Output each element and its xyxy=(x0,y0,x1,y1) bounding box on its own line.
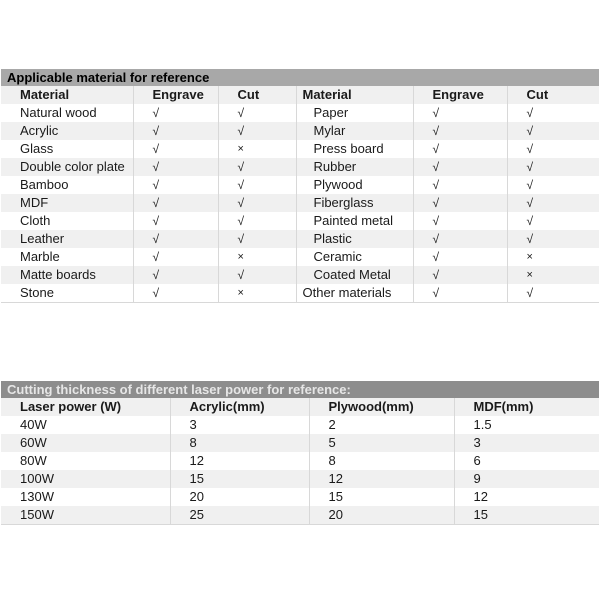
cut-mark: × xyxy=(218,284,296,303)
material-name: Paper xyxy=(296,104,413,122)
engrave-mark: √ xyxy=(133,266,218,284)
material-name: Other materials xyxy=(296,284,413,303)
cut-mark: √ xyxy=(507,176,599,194)
table-row xyxy=(1,506,599,525)
material-name: Ceramic xyxy=(296,248,413,266)
acrylic-cell: 3 xyxy=(170,416,309,434)
materials-table-block xyxy=(1,69,599,303)
material-name: Plywood xyxy=(296,176,413,194)
table-row xyxy=(1,434,599,452)
power-header-row xyxy=(1,398,599,416)
cut-mark: √ xyxy=(507,230,599,248)
material-name: Bamboo xyxy=(1,176,133,194)
material-name: Painted metal xyxy=(296,212,413,230)
plywood-cell: 20 xyxy=(309,506,454,525)
engrave-mark: √ xyxy=(133,248,218,266)
engrave-mark: √ xyxy=(133,230,218,248)
cut-mark: √ xyxy=(218,266,296,284)
mdf-cell: 3 xyxy=(454,434,599,452)
material-name: Stone xyxy=(1,284,133,303)
table-row xyxy=(1,452,599,470)
cut-mark: √ xyxy=(218,158,296,176)
acrylic-cell: 12 xyxy=(170,452,309,470)
acrylic-cell: 25 xyxy=(170,506,309,525)
laser-power-cell: 40W xyxy=(1,416,170,434)
cut-mark: √ xyxy=(507,212,599,230)
plywood-cell: 5 xyxy=(309,434,454,452)
header-engrave: Engrave xyxy=(133,86,218,104)
engrave-mark: √ xyxy=(413,212,507,230)
engrave-mark: √ xyxy=(413,230,507,248)
material-name: Double color plate xyxy=(1,158,133,176)
engrave-mark: √ xyxy=(413,158,507,176)
material-name: Cloth xyxy=(1,212,133,230)
laser-power-cell: 60W xyxy=(1,434,170,452)
material-name: Acrylic xyxy=(1,122,133,140)
material-name: Coated Metal xyxy=(296,266,413,284)
material-name: Marble xyxy=(1,248,133,266)
table-row xyxy=(1,158,599,176)
header-cut-2: Cut xyxy=(507,86,599,104)
engrave-mark: √ xyxy=(413,140,507,158)
plywood-cell: 15 xyxy=(309,488,454,506)
table-row xyxy=(1,266,599,284)
engrave-mark: √ xyxy=(413,284,507,303)
engrave-mark: √ xyxy=(413,194,507,212)
acrylic-cell: 20 xyxy=(170,488,309,506)
table-row xyxy=(1,104,599,122)
table-row xyxy=(1,284,599,303)
acrylic-cell: 8 xyxy=(170,434,309,452)
table-row xyxy=(1,470,599,488)
cut-mark: √ xyxy=(218,104,296,122)
table-row xyxy=(1,176,599,194)
material-name: Rubber xyxy=(296,158,413,176)
table-row xyxy=(1,230,599,248)
plywood-cell: 12 xyxy=(309,470,454,488)
laser-power-cell: 130W xyxy=(1,488,170,506)
power-table xyxy=(1,381,599,525)
table-row xyxy=(1,194,599,212)
engrave-mark: √ xyxy=(413,266,507,284)
cut-mark: √ xyxy=(218,122,296,140)
cut-mark: × xyxy=(218,248,296,266)
laser-power-cell: 80W xyxy=(1,452,170,470)
cut-mark: √ xyxy=(218,212,296,230)
material-name: Leather xyxy=(1,230,133,248)
cut-mark: × xyxy=(507,248,599,266)
header-laser-power: Laser power (W) xyxy=(1,398,170,416)
cut-mark: × xyxy=(507,266,599,284)
header-cut: Cut xyxy=(218,86,296,104)
table-row xyxy=(1,212,599,230)
materials-table-title: Applicable material for reference xyxy=(1,69,599,86)
engrave-mark: √ xyxy=(133,176,218,194)
material-name: Plastic xyxy=(296,230,413,248)
mdf-cell: 1.5 xyxy=(454,416,599,434)
engrave-mark: √ xyxy=(413,176,507,194)
table-row xyxy=(1,488,599,506)
engrave-mark: √ xyxy=(133,194,218,212)
mdf-cell: 12 xyxy=(454,488,599,506)
table-row xyxy=(1,248,599,266)
cut-mark: √ xyxy=(218,230,296,248)
material-name: Glass xyxy=(1,140,133,158)
header-plywood: Plywood(mm) xyxy=(309,398,454,416)
cut-mark: √ xyxy=(507,194,599,212)
table-row xyxy=(1,140,599,158)
material-name: Press board xyxy=(296,140,413,158)
table-row xyxy=(1,122,599,140)
mdf-cell: 9 xyxy=(454,470,599,488)
laser-power-cell: 100W xyxy=(1,470,170,488)
cut-mark: √ xyxy=(507,140,599,158)
mdf-cell: 6 xyxy=(454,452,599,470)
power-table-title: Cutting thickness of different laser power for reference: xyxy=(1,381,599,398)
header-mdf: MDF(mm) xyxy=(454,398,599,416)
material-name: Natural wood xyxy=(1,104,133,122)
cut-mark: √ xyxy=(507,122,599,140)
laser-power-cell: 150W xyxy=(1,506,170,525)
material-name: Matte boards xyxy=(1,266,133,284)
engrave-mark: √ xyxy=(413,104,507,122)
plywood-cell: 8 xyxy=(309,452,454,470)
acrylic-cell: 15 xyxy=(170,470,309,488)
cut-mark: √ xyxy=(218,194,296,212)
cut-mark: × xyxy=(218,140,296,158)
material-name: Mylar xyxy=(296,122,413,140)
materials-table-body xyxy=(1,104,599,303)
power-table-body xyxy=(1,416,599,525)
engrave-mark: √ xyxy=(133,104,218,122)
materials-table xyxy=(1,69,599,303)
engrave-mark: √ xyxy=(413,248,507,266)
materials-header-row xyxy=(1,86,599,104)
power-table-block xyxy=(1,381,599,525)
header-material: Material xyxy=(1,86,133,104)
plywood-cell: 2 xyxy=(309,416,454,434)
engrave-mark: √ xyxy=(413,122,507,140)
mdf-cell: 15 xyxy=(454,506,599,525)
cut-mark: √ xyxy=(218,176,296,194)
engrave-mark: √ xyxy=(133,122,218,140)
material-name: Fiberglass xyxy=(296,194,413,212)
engrave-mark: √ xyxy=(133,212,218,230)
header-material-2: Material xyxy=(296,86,413,104)
engrave-mark: √ xyxy=(133,158,218,176)
header-acrylic: Acrylic(mm) xyxy=(170,398,309,416)
table-row xyxy=(1,416,599,434)
engrave-mark: √ xyxy=(133,140,218,158)
engrave-mark: √ xyxy=(133,284,218,303)
cut-mark: √ xyxy=(507,158,599,176)
material-name: MDF xyxy=(1,194,133,212)
cut-mark: √ xyxy=(507,284,599,303)
header-engrave-2: Engrave xyxy=(413,86,507,104)
cut-mark: √ xyxy=(507,104,599,122)
